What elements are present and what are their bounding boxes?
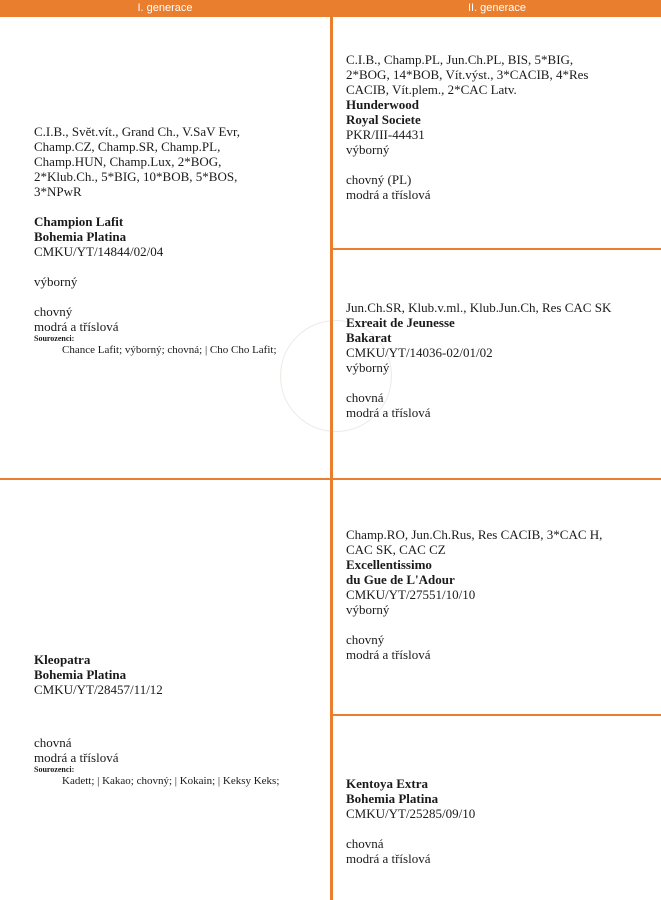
dam-sire-registration: CMKU/YT/27551/10/10 <box>346 587 476 602</box>
dam-siblings: Kadett; | Kakao; chovný; | Kokain; | Keksy Keks; <box>62 775 280 787</box>
dam-sire-rating: výborný <box>346 602 390 617</box>
sire-cell <box>34 124 324 357</box>
sire-sire-name: Hunderwood <box>346 97 419 112</box>
sire-kennel: Bohemia Platina <box>34 229 127 244</box>
sire-sire-registration: PKR/III-44431 <box>346 127 425 142</box>
header-generation-1: I. generace <box>0 0 330 17</box>
sire-color: modrá a tříslová <box>34 319 119 334</box>
sire-dam-rating: výborný <box>346 360 390 375</box>
sire-dam-titles: Jun.Ch.SR, Klub.v.ml., Klub.Jun.Ch, Res CAC SK <box>346 300 612 315</box>
dam-sire-color: modrá a tříslová <box>346 647 431 662</box>
row-divider-gen2-bottom <box>333 714 661 716</box>
sire-sire-kennel: Royal Societe <box>346 112 421 127</box>
dam-dam-breeding: chovná <box>346 836 384 851</box>
sire-siblings: Chance Lafit; výborný; chovná; | Cho Cho Lafit; <box>62 344 277 356</box>
sire-breeding: chovný <box>34 304 73 319</box>
sire-dam-color: modrá a tříslová <box>346 405 431 420</box>
dam-dam-color: modrá a tříslová <box>346 851 431 866</box>
dam-sire-name: Excellentissimo <box>346 557 432 572</box>
sire-dam-breeding: chovná <box>346 390 384 405</box>
sire-sire-breeding: chovný (PL) <box>346 172 412 187</box>
column-divider <box>330 0 333 900</box>
dam-dam-registration: CMKU/YT/25285/09/10 <box>346 806 476 821</box>
dam-siblings-label: Sourozenci: <box>34 765 75 774</box>
sire-name: Champion Lafit <box>34 214 124 229</box>
dam-registration: CMKU/YT/28457/11/12 <box>34 682 163 697</box>
sire-titles: C.I.B., Svět.vít., Grand Ch., V.SaV Evr, Champ.CZ, Champ.SR, Champ.PL, Champ.HUN, Champ.Lux, 2*BOG, 2*Klub.Ch., 5*BIG, 10*BOB, 5*BOS, 3*NPwR <box>34 124 241 199</box>
sire-siblings-label: Sourozenci: <box>34 334 75 343</box>
dam-breeding: chovná <box>34 735 72 750</box>
header-generation-2: II. generace <box>333 0 661 17</box>
sire-dam-cell <box>346 300 656 420</box>
dam-dam-name: Kentoya Extra <box>346 776 428 791</box>
dam-dam-kennel: Bohemia Platina <box>346 791 439 806</box>
dam-sire-breeding: chovný <box>346 632 385 647</box>
dam-sire-kennel: du Gue de L'Adour <box>346 572 455 587</box>
sire-rating: výborný <box>34 274 78 289</box>
dam-kennel: Bohemia Platina <box>34 667 127 682</box>
row-divider-gen1 <box>0 478 330 480</box>
sire-registration: CMKU/YT/14844/02/04 <box>34 244 164 259</box>
sire-sire-rating: výborný <box>346 142 390 157</box>
dam-name: Kleopatra <box>34 652 91 667</box>
sire-sire-cell <box>346 52 656 202</box>
sire-dam-kennel: Bakarat <box>346 330 392 345</box>
dam-dam-cell <box>346 776 656 866</box>
dam-color: modrá a tříslová <box>34 750 119 765</box>
dam-sire-titles: Champ.RO, Jun.Ch.Rus, Res CACIB, 3*CAC H, CAC SK, CAC CZ <box>346 527 603 557</box>
dam-sire-cell <box>346 527 656 662</box>
row-divider-gen2-top <box>333 248 661 250</box>
row-divider-gen2-mid <box>333 478 661 480</box>
sire-dam-registration: CMKU/YT/14036-02/01/02 <box>346 345 493 360</box>
sire-dam-name: Exreait de Jeunesse <box>346 315 455 330</box>
sire-sire-titles: C.I.B., Champ.PL, Jun.Ch.PL, BIS, 5*BIG, 2*BOG, 14*BOB, Vít.výst., 3*CACIB, 4*Res CACIB, Vít.plem., 2*CAC Latv. <box>346 52 589 97</box>
sire-sire-color: modrá a tříslová <box>346 187 431 202</box>
dam-cell <box>34 652 324 788</box>
